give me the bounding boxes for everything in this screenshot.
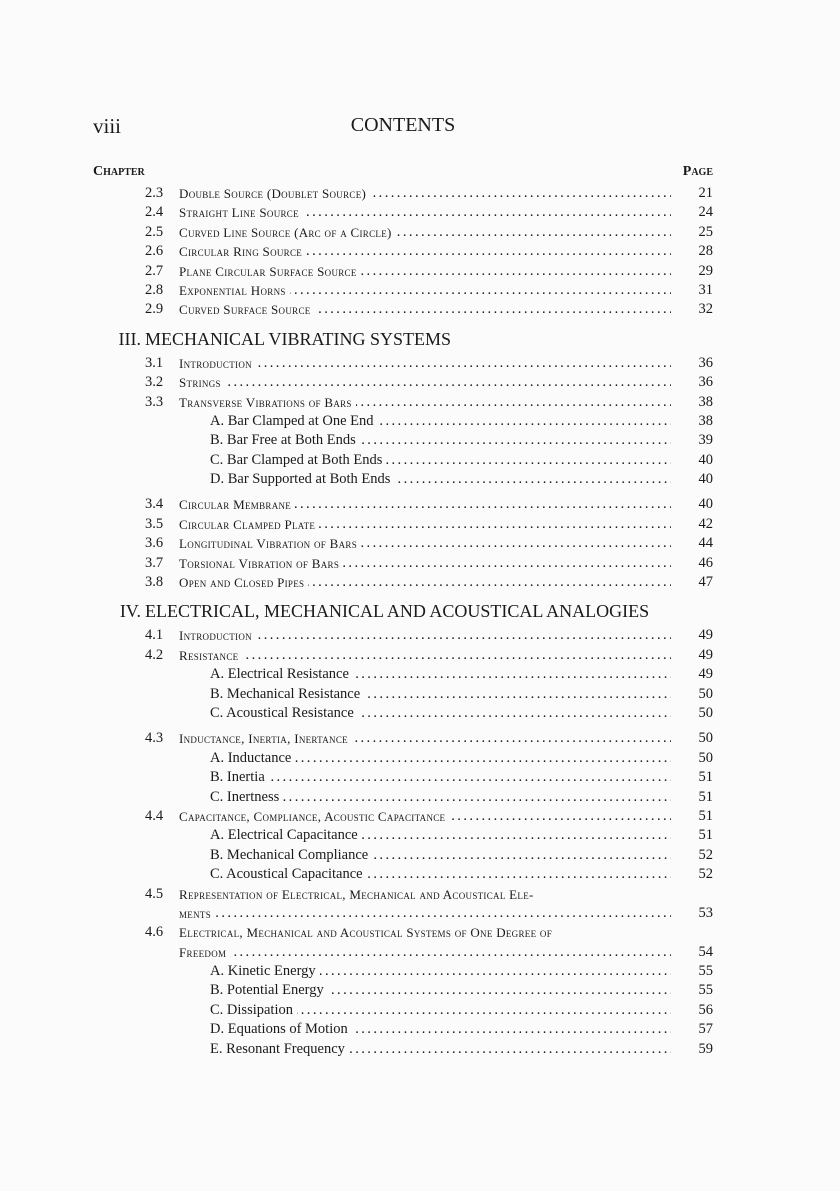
section-title xyxy=(179,515,671,535)
chapter-title: MECHANICAL VIBRATING SYSTEMS xyxy=(145,328,452,349)
entry-text: Transverse Vibrations of Bars xyxy=(179,395,356,410)
section-number: 4.3 xyxy=(145,730,164,747)
page-ref: 36 xyxy=(698,354,713,371)
toc-subentry xyxy=(93,788,713,807)
toc-entry xyxy=(93,807,713,826)
page-ref: 40 xyxy=(698,471,713,488)
section-title xyxy=(179,373,671,393)
toc-entry-continuation xyxy=(93,943,713,962)
page-ref: 54 xyxy=(698,943,713,960)
toc-entry xyxy=(93,184,713,203)
toc-subentry xyxy=(93,962,713,981)
toc-entry xyxy=(93,573,713,592)
subsection-title xyxy=(210,981,671,1000)
page-ref: 49 xyxy=(698,646,713,663)
page-ref: 50 xyxy=(698,730,713,747)
page-ref: 52 xyxy=(698,866,713,883)
entry-text: D. Bar Supported at Both Ends xyxy=(210,471,394,487)
section-title xyxy=(179,281,671,301)
entry-text: Open and Closed Pipes xyxy=(179,575,308,590)
section-title xyxy=(179,807,671,827)
page-ref: 51 xyxy=(698,807,713,824)
entry-text: Introduction xyxy=(179,628,256,643)
subsection-title xyxy=(210,451,671,470)
subsection-title xyxy=(210,704,671,723)
toc-subentry xyxy=(93,865,713,884)
page-ref: 52 xyxy=(698,846,713,863)
entry-text: C. Acoustical Resistance xyxy=(210,705,358,721)
section-title-text: Electrical, Mechanical and Acoustical Systems of One Degree of xyxy=(179,925,556,940)
page-ref: 59 xyxy=(698,1040,713,1057)
entry-text: Curved Surface Source xyxy=(179,302,315,317)
entry-text: Plane Circular Surface Source xyxy=(179,264,361,279)
page-ref: 56 xyxy=(698,1001,713,1018)
toc-entry xyxy=(93,203,713,222)
page-ref: 50 xyxy=(698,704,713,721)
entry-text: B. Inertia xyxy=(210,769,269,785)
toc-subentry xyxy=(93,846,713,865)
toc-subentry xyxy=(93,412,713,431)
toc-entry xyxy=(93,262,713,281)
entry-text: Introduction xyxy=(179,356,256,371)
subsection-title xyxy=(210,768,671,787)
section-title-text: Representation of Electrical, Mechanical and Acoustical Ele- xyxy=(179,887,538,902)
entry-text: A. Electrical Capacitance xyxy=(210,827,362,843)
section-number: 3.5 xyxy=(145,515,164,532)
column-headings xyxy=(93,164,713,182)
toc-entry xyxy=(93,373,713,392)
section-number: 3.7 xyxy=(145,554,164,571)
toc-entry xyxy=(93,534,713,553)
entry-text: A. Electrical Resistance xyxy=(210,666,353,682)
chapter-number: III. xyxy=(118,328,141,349)
section-title xyxy=(179,495,671,515)
section-title xyxy=(179,242,671,262)
page-ref: 50 xyxy=(698,685,713,702)
chapter-column-heading: Chapter xyxy=(93,164,145,179)
toc-entry xyxy=(93,729,713,748)
section-title xyxy=(179,184,671,204)
entry-text: Torsional Vibration of Bars xyxy=(179,556,343,571)
entry-text: Circular Clamped Plate xyxy=(179,517,319,532)
section-title xyxy=(179,223,671,243)
page-ref: 55 xyxy=(698,982,713,999)
subsection-title xyxy=(210,826,671,845)
page-header xyxy=(93,114,713,142)
section-title xyxy=(179,203,671,223)
entry-text: B. Potential Energy xyxy=(210,982,328,998)
section-title xyxy=(179,262,671,282)
page-ref: 28 xyxy=(698,243,713,260)
toc-entry xyxy=(93,554,713,573)
section-number: 2.9 xyxy=(145,301,164,318)
chapter-heading xyxy=(93,596,713,626)
entry-text: Straight Line Source xyxy=(179,205,303,220)
toc-entry xyxy=(93,223,713,242)
entry-text: D. Equations of Motion xyxy=(210,1021,352,1037)
table-of-contents xyxy=(93,184,713,1059)
section-number: 3.1 xyxy=(145,354,164,371)
subsection-title xyxy=(210,865,671,884)
toc-entry xyxy=(93,646,713,665)
toc-entry xyxy=(93,300,713,319)
page-ref: 36 xyxy=(698,374,713,391)
page-ref: 40 xyxy=(698,496,713,513)
page-ref: 57 xyxy=(698,1021,713,1038)
subsection-title xyxy=(210,665,671,684)
chapter-heading xyxy=(93,324,713,354)
section-number: 2.8 xyxy=(145,281,164,298)
toc-entry-continuation xyxy=(93,904,713,923)
page-ref: 49 xyxy=(698,666,713,683)
page-ref: 44 xyxy=(698,535,713,552)
section-title xyxy=(179,729,671,749)
entry-text: B. Mechanical Compliance xyxy=(210,847,372,863)
subsection-title xyxy=(210,749,671,768)
page-ref: 39 xyxy=(698,432,713,449)
section-title xyxy=(179,300,671,320)
entry-text: Curved Line Source (Arc of a Circle) xyxy=(179,225,396,240)
page-ref: 53 xyxy=(698,904,713,921)
entry-text: A. Kinetic Energy xyxy=(210,963,320,979)
page-ref: 51 xyxy=(698,769,713,786)
entry-text: A. Inductance xyxy=(210,750,295,766)
section-title xyxy=(179,573,671,593)
page-ref: 47 xyxy=(698,574,713,591)
entry-text: C. Inertness xyxy=(210,789,283,805)
toc-subentry xyxy=(93,768,713,787)
entry-text: Circular Membrane xyxy=(179,497,295,512)
toc-entry xyxy=(93,923,713,942)
section-title xyxy=(179,885,671,905)
page-ref: 29 xyxy=(698,262,713,279)
entry-text: Capacitance, Compliance, Acoustic Capacitance xyxy=(179,809,449,824)
entry-text: Longitudinal Vibration of Bars xyxy=(179,536,361,551)
toc-entry xyxy=(93,885,713,904)
section-number: 2.4 xyxy=(145,204,164,221)
entry-text: B. Mechanical Resistance xyxy=(210,686,364,702)
section-title xyxy=(179,534,671,554)
section-title xyxy=(179,646,671,666)
section-title-text: ments xyxy=(179,906,215,921)
section-title-continued xyxy=(179,904,671,924)
toc-subentry xyxy=(93,749,713,768)
section-number: 2.7 xyxy=(145,262,164,279)
section-title xyxy=(179,626,671,646)
subsection-title xyxy=(210,470,671,489)
section-number: 2.6 xyxy=(145,243,164,260)
toc-subentry xyxy=(93,470,713,489)
entry-text: C. Acoustical Capacitance xyxy=(210,866,367,882)
toc-subentry xyxy=(93,1020,713,1039)
page-ref: 51 xyxy=(698,827,713,844)
toc-subentry xyxy=(93,665,713,684)
toc-entry xyxy=(93,242,713,261)
section-number: 4.4 xyxy=(145,807,164,824)
toc-subentry xyxy=(93,704,713,723)
entry-text: Inductance, Inertia, Inertance xyxy=(179,731,352,746)
toc-entry xyxy=(93,495,713,514)
page-number: viii xyxy=(93,114,122,138)
page-column-heading: Page xyxy=(682,164,713,179)
toc-subentry xyxy=(93,431,713,450)
chapter-title: ELECTRICAL, MECHANICAL AND ACOUSTICAL ANALOGIES xyxy=(145,601,650,622)
subsection-title xyxy=(210,431,671,450)
section-title xyxy=(179,354,671,374)
subsection-title xyxy=(210,962,671,981)
page-title: CONTENTS xyxy=(350,114,456,136)
page-ref: 38 xyxy=(698,393,713,410)
toc-entry xyxy=(93,393,713,412)
entry-text: Double Source (Doublet Source) xyxy=(179,186,370,201)
toc-entry xyxy=(93,281,713,300)
section-number: 3.3 xyxy=(145,393,164,410)
page-ref: 31 xyxy=(698,281,713,298)
page-ref: 50 xyxy=(698,749,713,766)
page-ref: 21 xyxy=(698,185,713,201)
entry-text: C. Bar Clamped at Both Ends xyxy=(210,452,386,468)
section-title xyxy=(179,393,671,413)
page-ref: 46 xyxy=(698,554,713,571)
entry-text: E. Resonant Frequency xyxy=(210,1041,349,1057)
section-title-continued xyxy=(179,943,671,963)
toc-entry xyxy=(93,515,713,534)
entry-text: Exponential Horns xyxy=(179,283,290,298)
subsection-title xyxy=(210,1001,671,1020)
subsection-title xyxy=(210,685,671,704)
chapter-number: IV. xyxy=(119,601,141,622)
page-ref: 32 xyxy=(698,301,713,318)
subsection-title xyxy=(210,1040,671,1059)
section-title xyxy=(179,923,671,943)
section-number: 3.8 xyxy=(145,574,164,591)
toc-subentry xyxy=(93,826,713,845)
section-title-text: Freedom xyxy=(179,945,230,960)
subsection-title xyxy=(210,412,671,431)
toc-subentry xyxy=(93,1001,713,1020)
section-number: 3.2 xyxy=(145,374,164,391)
toc-subentry xyxy=(93,1040,713,1059)
section-number: 2.5 xyxy=(145,223,164,240)
entry-text: B. Bar Free at Both Ends xyxy=(210,432,360,448)
page-ref: 40 xyxy=(698,451,713,468)
section-number: 4.5 xyxy=(145,885,164,902)
page-ref: 24 xyxy=(698,204,713,221)
page-ref: 49 xyxy=(698,627,713,644)
toc-subentry xyxy=(93,451,713,470)
entry-text: Resistance xyxy=(179,648,242,663)
subsection-title xyxy=(210,846,671,865)
section-number: 2.3 xyxy=(145,185,164,201)
section-number: 4.2 xyxy=(145,646,164,663)
entry-text: C. Dissipation xyxy=(210,1002,297,1018)
entry-text: A. Bar Clamped at One End xyxy=(210,413,378,429)
section-title xyxy=(179,554,671,574)
toc-entry xyxy=(93,354,713,373)
toc-subentry xyxy=(93,685,713,704)
section-number: 4.1 xyxy=(145,627,164,644)
section-number: 4.6 xyxy=(145,924,164,941)
toc-entry xyxy=(93,626,713,645)
subsection-title xyxy=(210,1020,671,1039)
entry-text: Circular Ring Source xyxy=(179,244,306,259)
page-ref: 51 xyxy=(698,788,713,805)
page-ref: 38 xyxy=(698,412,713,429)
toc-subentry xyxy=(93,981,713,1000)
subsection-title xyxy=(210,788,671,807)
entry-text: Strings xyxy=(179,375,225,390)
page-ref: 42 xyxy=(698,515,713,532)
page-ref: 25 xyxy=(698,223,713,240)
page-ref: 55 xyxy=(698,963,713,980)
section-number: 3.4 xyxy=(145,496,164,513)
section-number: 3.6 xyxy=(145,535,164,552)
